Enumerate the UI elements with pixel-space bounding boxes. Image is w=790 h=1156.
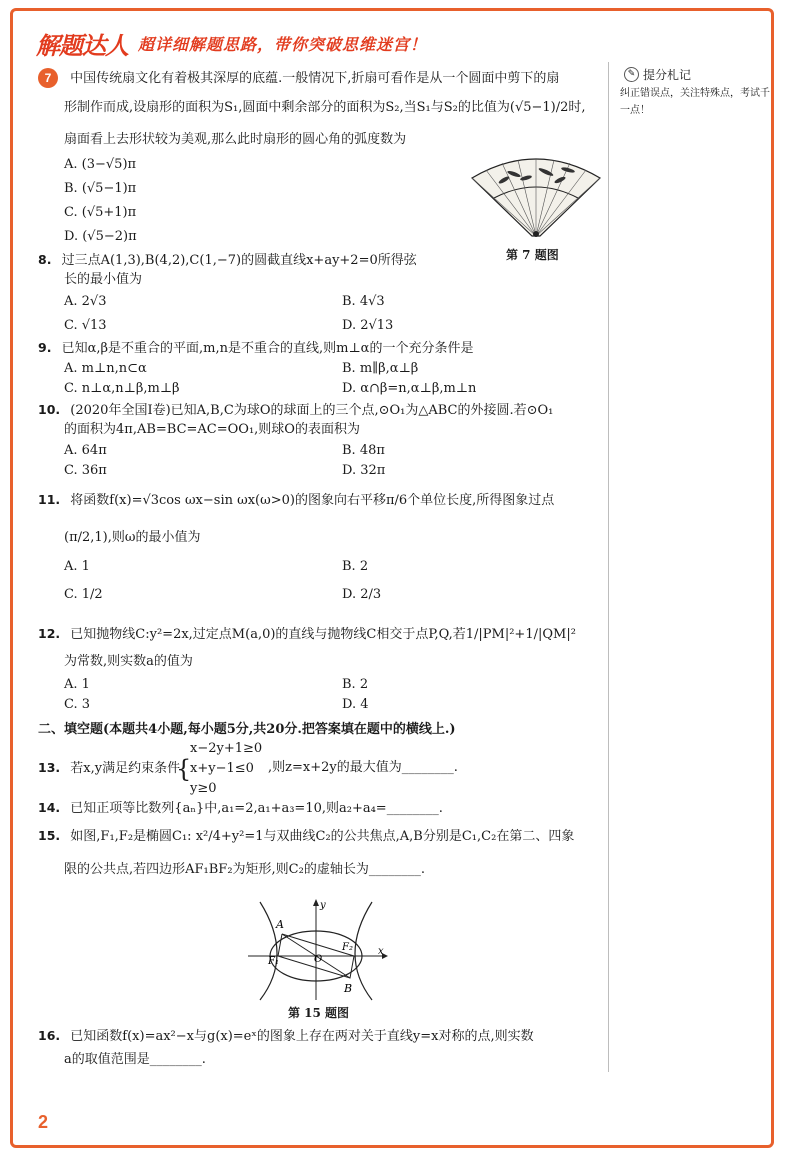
option-a: A. 2√3 — [64, 294, 107, 309]
question-number: 10. — [38, 402, 61, 417]
figure-caption: 第 15 题图 — [288, 1006, 350, 1020]
label-x-axis: x — [378, 946, 384, 957]
question-number: 9. — [38, 340, 52, 355]
question-text: 将函数f(x)=√3cos ωx−sin ωx(ω>0)的图象向右平移π/6个单位长度,所得图象过点 — [70, 493, 555, 508]
question-10 — [38, 400, 553, 421]
question-text: 如图,F₁,F₂是椭圆C₁: x²/4+y²=1与双曲线C₂的公共焦点,A,B分别是C₁,C₂在第二、四象 — [70, 829, 575, 844]
option-a: A. 64π — [64, 443, 107, 458]
question-text: 过三点A(1,3),B(4,2),C(1,−7)的圆截直线x+ay+2=0所得弦 — [61, 253, 417, 268]
question-text: 形制作而成,设扇形的面积为S₁,圆面中剩余部分的面积为S₂,当S₁与S₂的比值为(√5−1)/2时, — [64, 100, 586, 115]
option-b: B. 2 — [342, 677, 369, 692]
question-15 — [38, 826, 574, 847]
question-13 — [38, 758, 180, 779]
question-8 — [38, 250, 417, 271]
label-f2: F₂ — [342, 942, 353, 953]
question-number: 16. — [38, 1028, 61, 1043]
constraint-2: x+y−1≤0 — [190, 761, 254, 776]
folding-fan-figure — [468, 150, 604, 242]
brand-logo: 解题达人 — [36, 31, 128, 60]
question-text: a的取值范围是________. — [64, 1052, 206, 1067]
question-number: 12. — [38, 626, 61, 641]
option-c: C. n⊥α,n⊥β,m⊥β — [64, 381, 180, 396]
constraint-1: x−2y+1≥0 — [190, 741, 263, 756]
label-a: A — [276, 918, 284, 931]
option-d: D. 2/3 — [342, 587, 382, 602]
question-12 — [38, 624, 576, 645]
question-7 — [38, 68, 559, 89]
page-frame — [10, 8, 774, 1148]
question-number: 13. — [38, 760, 61, 775]
page-number: 2 — [38, 1112, 49, 1132]
option-b: B. 48π — [342, 443, 385, 458]
constraint-3: y≥0 — [190, 781, 217, 796]
option-b: B. 2 — [342, 559, 369, 574]
question-text: (π/2,1),则ω的最小值为 — [64, 530, 201, 545]
option-c: C. 36π — [64, 463, 107, 478]
label-origin: O — [314, 954, 323, 965]
option-d: D. α∩β=n,α⊥β,m⊥n — [342, 381, 477, 396]
option-c: C. 3 — [64, 697, 91, 712]
option-a: A. 1 — [64, 677, 90, 692]
question-number: 8. — [38, 252, 52, 267]
label-f1: F₁ — [268, 956, 279, 967]
question-text: 限的公共点,若四边形AF₁BF₂为矩形,则C₂的虚轴长为________. — [64, 862, 425, 877]
option-c: C. (√5+1)π — [64, 205, 137, 220]
question-text: (2020年全国Ⅰ卷)已知A,B,C为球O的球面上的三个点,⊙O₁为△ABC的外接圆.若⊙O₁ — [70, 403, 554, 418]
label-b: B — [344, 982, 353, 995]
pencil-icon: ✎ — [624, 67, 639, 82]
question-text: 若x,y满足约束条件 — [70, 761, 181, 776]
option-d: D. 4 — [342, 697, 369, 712]
header-banner — [36, 30, 428, 60]
ellipse-hyperbola-figure — [242, 896, 392, 1002]
question-16 — [38, 1026, 534, 1047]
question-9 — [38, 338, 473, 359]
option-c: C. 1/2 — [64, 587, 103, 602]
question-number: 11. — [38, 492, 61, 507]
question-text: 的面积为4π,AB=BC=AC=OO₁,则球O的表面积为 — [64, 422, 360, 437]
figure-caption: 第 7 题图 — [506, 248, 559, 262]
option-d: D. 32π — [342, 463, 386, 478]
option-a: A. m⊥n,n⊂α — [64, 361, 147, 376]
option-d: D. 2√13 — [342, 318, 394, 333]
question-text: 已知正项等比数列{aₙ}中,a₁=2,a₁+a₃=10,则a₂+a₄=________. — [70, 801, 443, 816]
question-text: 已知α,β是不重合的平面,m,n是不重合的直线,则m⊥α的一个充分条件是 — [61, 341, 474, 356]
header-slogan: 超详细解题思路，带你突破思维迷宫！ — [138, 34, 428, 54]
question-11 — [38, 490, 554, 511]
system-brace: { — [176, 755, 192, 783]
question-text: 中国传统扇文化有着极其深厚的底蕴.一般情况下,折扇可看作是从一个圆面中剪下的扇 — [70, 71, 560, 86]
question-text: 扇面看上去形状较为美观,那么此时扇形的圆心角的弧度数为 — [64, 132, 407, 147]
question-number: 15. — [38, 828, 61, 843]
question-text: 为常数,则实数a的值为 — [64, 654, 193, 669]
column-divider — [608, 62, 609, 1072]
option-c: C. √13 — [64, 318, 107, 333]
question-text: 已知函数f(x)=ax²−x与g(x)=eˣ的图象上存在两对关于直线y=x对称的点,则实数 — [70, 1029, 534, 1044]
option-d: D. (√5−2)π — [64, 229, 137, 244]
sidebar-note: 纠正错误点，关注特殊点，考试千一点！ — [620, 88, 770, 116]
question-text: 长的最小值为 — [64, 272, 143, 287]
label-y-axis: y — [320, 900, 326, 911]
question-text: ,则z=x+2y的最大值为________. — [268, 760, 458, 775]
option-b: B. 4√3 — [342, 294, 385, 309]
option-a: A. (3−√5)π — [64, 157, 137, 172]
section-heading: 二、填空题(本题共4小题,每小题5分,共20分.把答案填在题中的横线上.) — [38, 722, 456, 737]
question-number-badge: 7 — [38, 68, 58, 88]
question-14 — [38, 798, 443, 819]
option-a: A. 1 — [64, 559, 90, 574]
sidebar-title: ✎ 提分札记 — [624, 66, 691, 83]
option-b: B. m∥β,α⊥β — [342, 361, 419, 376]
question-text: 已知抛物线C:y²=2x,过定点M(a,0)的直线与抛物线C相交于点P,Q,若1/|PM|²+1/|QM|² — [70, 627, 576, 642]
option-b: B. (√5−1)π — [64, 181, 137, 196]
question-number: 14. — [38, 800, 61, 815]
